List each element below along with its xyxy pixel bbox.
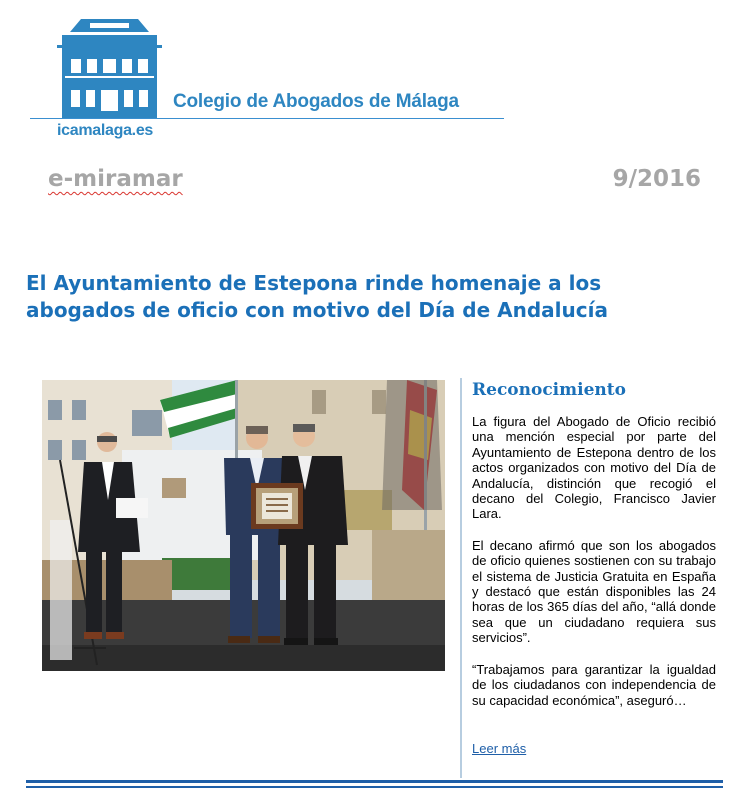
newsletter-name: e-miramar — [48, 166, 183, 192]
building-icon — [57, 15, 162, 119]
article-body — [472, 414, 716, 724]
read-more-link[interactable]: Leer más — [472, 741, 527, 756]
section-title: Reconocimiento — [472, 380, 626, 400]
logo-divider — [30, 118, 504, 119]
college-logo[interactable] — [30, 15, 510, 145]
column-divider — [460, 378, 462, 778]
issue-number: 9/2016 — [612, 166, 701, 192]
article-headline: El Ayuntamiento de Estepona rinde homenaje a los abogados de oficio con motivo del Día de Andalucía — [26, 271, 608, 322]
article-photo[interactable] — [42, 380, 445, 671]
article-paragraph: La figura del Abogado de Oficio recibió una mención especial por parte del Ayuntamiento de Estepona dentro de los actos organizados con motivo del Día de Andalucía, distinción que recogió el decano del Colegio, Francisco Javier Lara. — [472, 414, 716, 522]
article-paragraph: El decano afirmó que son los abogados de oficio quienes sostienen con su trabajo el sistema de Justicia Gratuita en España y destacó que están disponibles las 24 horas de los 365 días del año, “allá donde sea que un ciudadano requiera sus servicios”. — [472, 537, 716, 646]
footer-rule-secondary — [26, 786, 723, 788]
article-paragraph: “Trabajamos para garantizar la igualdad de los ciudadanos con independencia de su capacidad económica”, aseguró… — [472, 661, 716, 708]
site-url: icamalaga.es — [57, 122, 154, 139]
footer-rule — [26, 780, 723, 783]
ceremony-illustration — [42, 380, 445, 671]
college-name: Colegio de Abogados de Málaga — [173, 91, 459, 112]
award-plaque — [251, 483, 303, 529]
